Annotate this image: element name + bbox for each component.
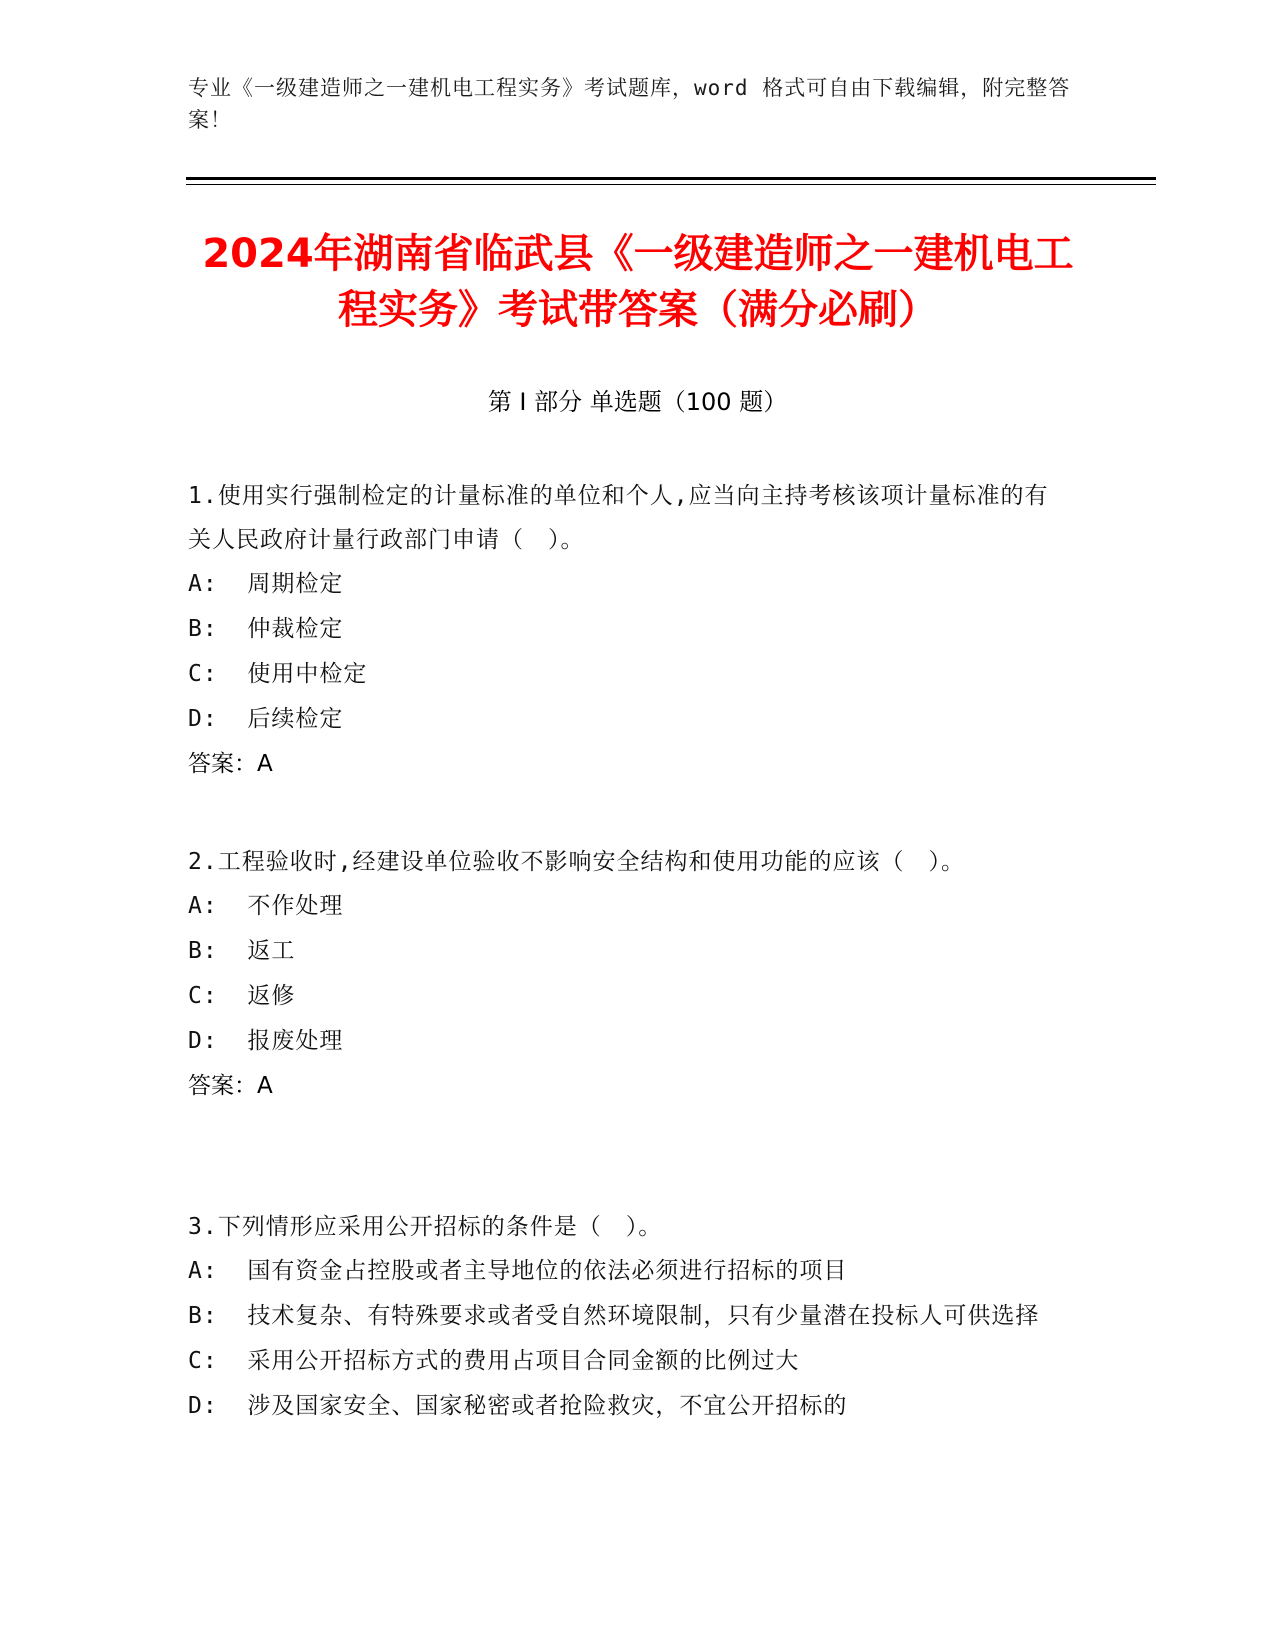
question-3: [188, 1205, 1068, 1429]
option-d: D: 报废处理: [188, 1028, 344, 1054]
option-c: C: 采用公开招标方式的费用占项目合同金额的比例过大: [188, 1348, 800, 1374]
answer-line: 答案：A: [188, 1073, 273, 1099]
section-heading: 第 I 部分 单选题（100 题）: [487, 388, 788, 416]
header-note: 专业《一级建造师之一建机电工程实务》考试题库，word 格式可自由下载编辑，附完整答案！: [188, 76, 1071, 132]
header-divider-thick: [186, 177, 1156, 180]
option-a: A: 周期检定: [188, 571, 344, 597]
option-d: D: 后续检定: [188, 706, 344, 732]
answer-line: 答案：A: [188, 751, 273, 777]
question-stem: 2.工程验收时,经建设单位验收不影响安全结构和使用功能的应该（ ）。: [188, 849, 966, 875]
question-stem: 1.使用实行强制检定的计量标准的单位和个人,应当向主持考核该项计量标准的有关人民政府计量行政部门申请（ ）。: [188, 483, 1049, 553]
option-c: C: 返修: [188, 983, 296, 1009]
option-d: D: 涉及国家安全、国家秘密或者抢险救灾，不宜公开招标的: [188, 1393, 848, 1419]
question-2: [188, 840, 1068, 1109]
question-1: [188, 474, 1068, 787]
option-b: B: 技术复杂、有特殊要求或者受自然环境限制，只有少量潜在投标人可供选择: [188, 1303, 1040, 1329]
option-c: C: 使用中检定: [188, 661, 368, 687]
option-b: B: 仲裁检定: [188, 616, 344, 642]
option-a: A: 国有资金占控股或者主导地位的依法必须进行招标的项目: [188, 1258, 848, 1284]
question-stem: 3.下列情形应采用公开招标的条件是（ ）。: [188, 1214, 663, 1240]
option-a: A: 不作处理: [188, 893, 344, 919]
document-title: 2024年湖南省临武县《一级建造师之一建机电工程实务》考试带答案（满分必刷）: [202, 231, 1074, 333]
header-divider-thin: [186, 184, 1156, 185]
option-b: B: 返工: [188, 938, 296, 964]
